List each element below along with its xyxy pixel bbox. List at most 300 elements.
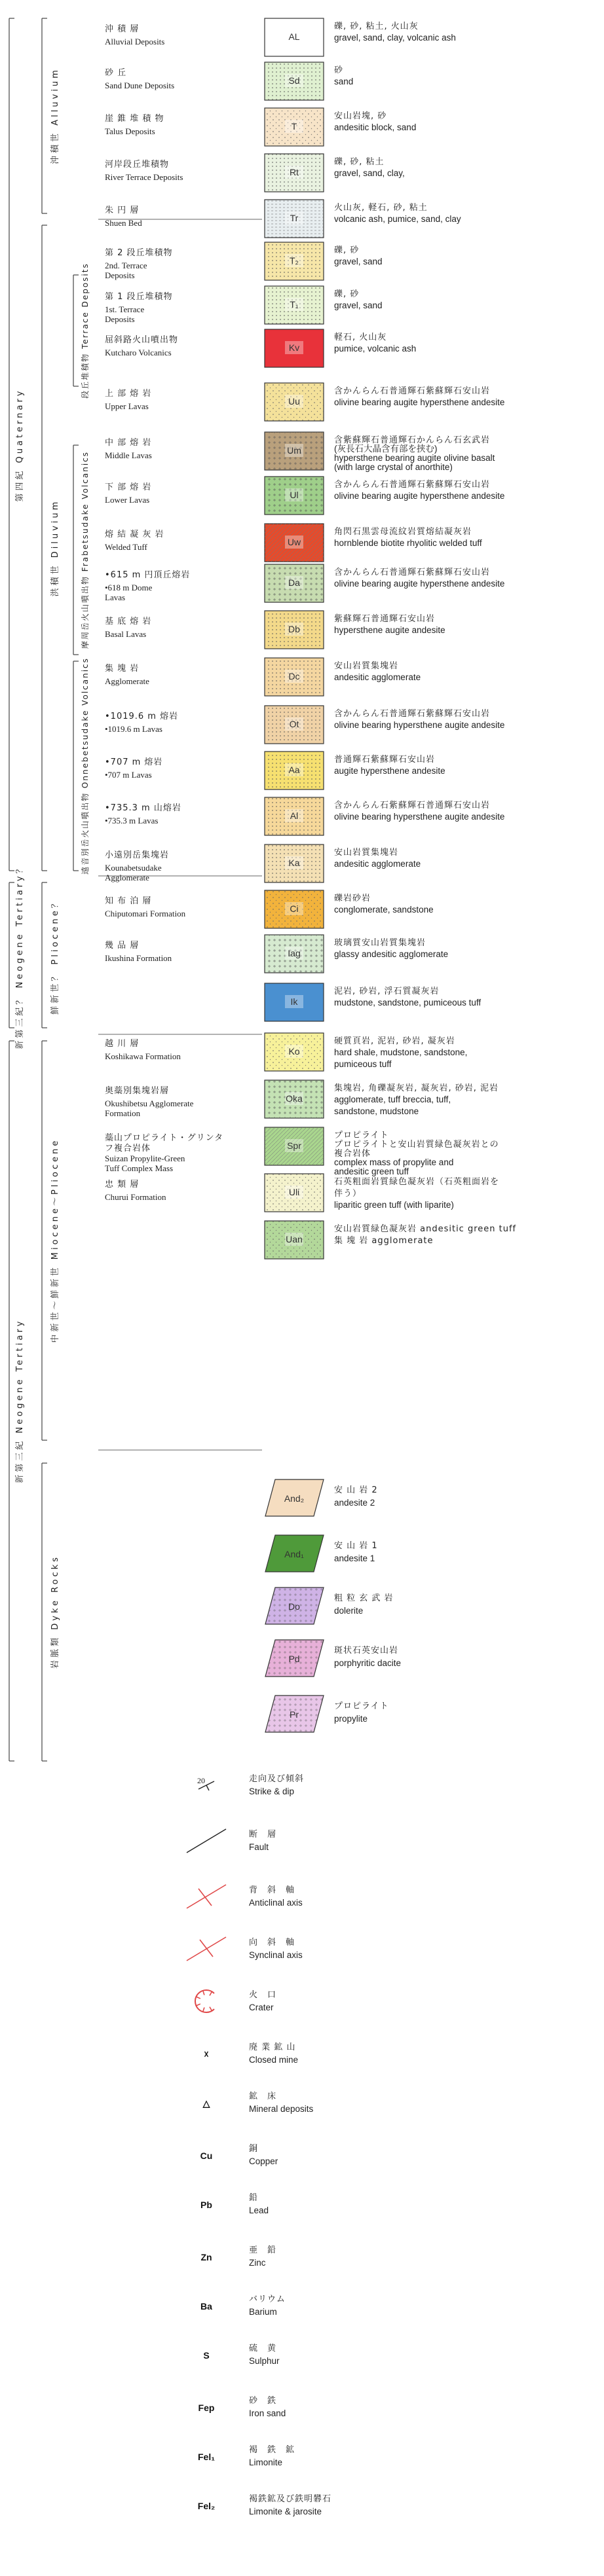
unit-lithology-2: conglomerate, sandstone (334, 905, 434, 915)
unit-name-jp: 河岸段丘堆積物 (105, 160, 170, 170)
unit-lithology-3: 複合岩体 (334, 1149, 371, 1159)
legend-unit-Ul (105, 477, 504, 515)
symbol-label-jp: 銅 (249, 2144, 259, 2154)
dyke-name-en: propylite (334, 1714, 368, 1724)
unit-swatch (265, 1080, 324, 1118)
legend-unit-Ik (265, 983, 481, 1021)
unit-name-jp: 知 布 泊 層 (105, 896, 152, 906)
unit-name-en: •707 m Lavas (105, 770, 152, 780)
symbol-fel2 (198, 2494, 331, 2516)
unit-name-jp: 砂 丘 (105, 68, 127, 78)
fel2-mark: Fel₂ (197, 2501, 216, 2511)
unit-lithology-3: pumiceous tuff (334, 1059, 392, 1069)
group-frabetsudake-volcanics: 摩周岳火山噴出物 Frabetsudake Volcanics (81, 450, 90, 649)
dyke-swatch (265, 1696, 324, 1732)
era-quaternary: 第四紀 Quaternary (15, 388, 25, 502)
unit-lithology-1: 石英粗面岩質緑色凝灰岩（石英粗面岩を (334, 1177, 500, 1187)
fel1-mark: Fel₁ (197, 2452, 216, 2462)
symbol-crater (195, 1989, 276, 2012)
unit-code: Uu (288, 396, 300, 407)
legend-unit-Uan (265, 1221, 516, 1259)
syncline-icon (187, 1937, 226, 1961)
dyke-code: Pr (290, 1709, 299, 1720)
legend-unit-Al (105, 797, 504, 835)
unit-name-en: Kutcharo Volcanics (105, 348, 172, 357)
unit-name-en: Churui Formation (105, 1192, 166, 1202)
unit-lithology-5: andesitic green tuff (334, 1167, 409, 1176)
unit-swatch (265, 1033, 324, 1071)
legend-unit-Ko (105, 1033, 467, 1071)
symbol-label-jp: 褐鉄鉱及び鉄明礬石 (249, 2494, 332, 2504)
unit-name-jp: 朱 円 層 (105, 206, 140, 215)
unit-name-en: Upper Lavas (105, 401, 149, 411)
zn-icon (200, 2252, 212, 2262)
unit-name-en: Talus Deposits (105, 126, 155, 136)
symbol-label-en: Lead (249, 2205, 269, 2215)
pb-mark: Pb (200, 2200, 212, 2210)
unit-swatch (265, 983, 324, 1021)
unit-code: Uw (287, 537, 301, 547)
unit-name-en: Sand Dune Deposits (105, 81, 175, 90)
dyke-swatch (265, 1479, 324, 1516)
fep-mark: Fep (198, 2403, 215, 2413)
unit-swatch (265, 432, 324, 470)
unit-lithology-2: gravel, sand (334, 300, 383, 310)
unit-lithology-2: gravel, sand, clay, (334, 168, 405, 178)
unit-name-jp: 下 部 熔 岩 (105, 482, 152, 492)
dyke-name-jp: 斑状石英安山岩 (334, 1646, 399, 1656)
unit-code: Um (287, 445, 301, 456)
era-column (9, 18, 25, 1761)
unit-name-en: •735.3 m Lavas (105, 816, 159, 825)
unit-lithology-2: augite hypersthene andesite (334, 766, 445, 776)
unit-swatch (265, 242, 324, 280)
unit-name-en-2: Deposits (105, 270, 135, 280)
symbol-label-en: Crater (249, 2003, 274, 2012)
dyke-code: Do (288, 1601, 300, 1612)
unit-code: Dc (288, 671, 300, 681)
legend-unit-Ci (105, 890, 434, 928)
unit-lithology-1: 泥岩, 砂岩, 浮石質凝灰岩 (334, 987, 440, 996)
symbol-list (187, 1773, 331, 2516)
symbol-label-en: Synclinal axis (249, 1950, 303, 1960)
unit-lithology-2: gravel, sand (334, 257, 383, 266)
unit-swatch (265, 935, 324, 973)
unit-code: Aa (288, 765, 300, 775)
crater-icon (195, 1990, 214, 2012)
legend-unit-Rt (105, 154, 405, 192)
unit-name-jp: 沖 積 層 (105, 24, 140, 34)
unit-code: Sd (288, 75, 300, 86)
legend-unit-Db (105, 611, 445, 649)
unit-name-en: Alluvial Deposits (105, 37, 165, 46)
unit-lithology-2: olivine bearing augite hypersthene andesite (334, 491, 505, 501)
legend-unit-Aa (105, 752, 445, 789)
deposit-mark: △ (202, 2098, 210, 2109)
symbol-label-jp: 鉛 (249, 2193, 259, 2203)
ba-mark: Ba (200, 2301, 212, 2312)
dyke-name-jp: 安 山 岩 2 (334, 1485, 378, 1495)
epoch-dyke-rocks: 岩脈類 Dyke Rocks (50, 1555, 60, 1669)
legend-unit-Dc (105, 658, 421, 696)
legend-unit-Sd (105, 62, 353, 100)
unit-name-jp: 上 部 熔 岩 (105, 389, 152, 399)
symbol-anticline (187, 1885, 303, 1908)
symbol-label-en: Zinc (249, 2258, 266, 2268)
symbol-label-jp: 火 口 (249, 1990, 277, 2000)
unit-code: Tr (290, 213, 299, 223)
epoch-column (42, 18, 60, 1761)
unit-name-jp: •1019.6 m 熔岩 (105, 712, 179, 721)
anticline-icon (187, 1885, 226, 1908)
symbol-label-jp: 鉱 床 (249, 2092, 277, 2101)
fep-icon (198, 2403, 215, 2413)
unit-lithology-3: hypersthene bearing augite olivine basalt (334, 453, 495, 463)
symbol-s (203, 2344, 280, 2366)
unit-name-jp: 基 底 熔 岩 (105, 617, 152, 626)
unit-lithology-2: glassy andesitic agglomerate (334, 949, 449, 959)
unit-name-jp-2: フ複合岩体 (105, 1144, 151, 1153)
legend-unit-Ot (105, 706, 504, 744)
unit-swatch (265, 154, 324, 192)
unit-lithology-1: プロピライト (334, 1131, 389, 1140)
dyke-name-en: andesite 2 (334, 1498, 375, 1508)
unit-name-en-2: Lavas (105, 592, 126, 602)
unit-name-jp: •735.3 m 山熔岩 (105, 803, 181, 813)
dyke-code: And₂ (284, 1493, 305, 1504)
unit-lithology-2: andesitic block, sand (334, 122, 417, 132)
unit-code: Da (288, 577, 300, 588)
unit-lithology-2: olivine bearing augite hypersthene andesite (334, 579, 505, 589)
unit-lithology-2: olivine bearing hypersthene augite andesite (334, 812, 505, 822)
unit-lithology-1: 角閃石黒雲母流紋岩質熔結凝灰岩 (334, 527, 472, 537)
unit-lithology-2: volcanic ash, pumice, sand, clay (334, 214, 461, 224)
dyke-name-jp: 粗 粒 玄 武 岩 (334, 1593, 394, 1603)
unit-name-en: 1st. Terrace (105, 304, 145, 314)
dyke-And1 (265, 1535, 378, 1572)
unit-lithology-1: 含紫蘇輝石普通輝石かんらん石玄武岩 (334, 435, 491, 445)
unit-swatch (265, 200, 324, 238)
unit-name-jp: 第 2 段丘堆積物 (105, 248, 173, 258)
unit-code: AL (288, 31, 300, 42)
unit-code: Al (290, 810, 299, 821)
unit-code: Ik (290, 996, 298, 1007)
unit-swatch (265, 890, 324, 928)
unit-name-jp: 中 部 熔 岩 (105, 438, 152, 448)
unit-lithology-2: 集 塊 岩 agglomerate (334, 1236, 434, 1246)
unit-swatch (265, 286, 324, 324)
unit-lithology-2: olivine bearing hypersthene augite andesite (334, 720, 505, 730)
fel2-icon (198, 2501, 215, 2511)
unit-lithology-2: agglomerate, tuff breccia, tuff, (334, 1095, 451, 1104)
unit-code: T₂ (290, 255, 299, 266)
unit-lithology-1: 硬質頁岩, 泥岩, 砂岩, 凝灰岩 (334, 1036, 455, 1046)
s-icon (203, 2350, 209, 2361)
unit-lithology-1: 安山岩質集塊岩 (334, 661, 399, 671)
unit-code: Uan (286, 1234, 303, 1244)
unit-code: Kv (288, 342, 300, 353)
unit-name-en: Basal Lavas (105, 629, 147, 639)
unit-lithology-2: mudstone, sandstone, pumiceous tuff (334, 998, 481, 1007)
unit-code: Ka (288, 858, 300, 868)
zn-mark: Zn (200, 2252, 212, 2262)
dyke-Do (265, 1587, 394, 1624)
symbol-strike (197, 1773, 304, 1796)
symbol-fep (198, 2395, 286, 2418)
unit-name-en: Koshikawa Formation (105, 1051, 181, 1061)
unit-lithology-2: hornblende biotite rhyolitic welded tuff (334, 538, 482, 548)
unit-code: Spr (287, 1140, 301, 1151)
symbol-label-en: Limonite & jarosite (249, 2507, 322, 2516)
unit-code: Db (288, 624, 300, 634)
legend-unit-Da (105, 564, 504, 602)
unit-name-en: Chiputomari Formation (105, 909, 186, 918)
dyke-name-en: andesite 1 (334, 1553, 375, 1563)
symbol-label-en: Fault (249, 1842, 269, 1852)
unit-lithology-1: 集塊岩, 角礫凝灰岩, 凝灰岩, 砂岩, 泥岩 (334, 1083, 499, 1093)
unit-code: Oka (286, 1093, 303, 1104)
unit-name-en: Lower Lavas (105, 495, 150, 505)
unit-code: Uli (288, 1187, 300, 1197)
unit-name-jp: •707 m 熔岩 (105, 757, 163, 767)
cu-mark: Cu (200, 2150, 213, 2161)
unit-swatch (265, 383, 324, 421)
symbol-ba (200, 2295, 286, 2317)
symbol-deposit (202, 2091, 314, 2114)
unit-name-jp: 蘂山プロピライト・グリンタ (105, 1133, 224, 1143)
dyke-swatch (265, 1535, 324, 1572)
unit-swatch (265, 844, 324, 882)
unit-lithology-1: 礫, 砂 (334, 245, 360, 255)
ba-icon (200, 2301, 212, 2312)
unit-lithology-1: 礫, 砂, 粘土, 火山灰 (334, 22, 419, 31)
symbol-label-en: Mineral deposits (249, 2104, 314, 2114)
group-terrace: 段丘堆積物 Terrace Deposits (81, 263, 90, 399)
symbol-label-jp: 向 斜 軸 (249, 1938, 295, 1948)
unit-swatch (265, 752, 324, 789)
symbol-label-en: Sulphur (249, 2356, 280, 2366)
fel1-icon (198, 2452, 215, 2462)
dyke-Pr (265, 1696, 389, 1732)
group-onnebetsudake-volcanics: 遠音別岳火山噴出物 Onnebetsudake Volcanics (81, 657, 90, 875)
unit-lithology-1: 礫岩砂岩 (334, 894, 371, 903)
dyke-code: Pd (288, 1654, 300, 1664)
symbol-label-jp: 断 層 (249, 1830, 277, 1840)
symbol-label-jp: 亜 鉛 (249, 2245, 277, 2255)
legend-unit-Tr (105, 200, 461, 238)
group-column (73, 263, 90, 875)
unit-lithology-1: 含かんらん石普通輝石紫蘇輝石安山岩 (334, 568, 491, 577)
legend-unit-Uu (105, 383, 504, 421)
unit-name-jp: 幾 品 層 (105, 941, 140, 951)
symbol-fel1 (198, 2445, 295, 2467)
unit-lithology-1: 軽石, 火山灰 (334, 333, 387, 342)
unit-name-jp: 熔 結 凝 灰 岩 (105, 530, 164, 539)
symbol-label-jp: バリウム (249, 2295, 286, 2304)
legend-unit-Ka (105, 844, 421, 882)
dyke-swatch (265, 1640, 324, 1677)
dyke-name-jp: プロピライト (334, 1701, 389, 1711)
unit-lithology-1: 含かんらん石紫蘇輝石普通輝石安山岩 (334, 801, 491, 810)
unit-lithology-1: 礫, 砂, 粘土 (334, 157, 385, 167)
legend-unit-Um (105, 432, 495, 472)
unit-code: Iag (288, 948, 301, 958)
legend-unit-Uli (105, 1174, 499, 1212)
legend-unit-T (105, 108, 416, 146)
symbol-label-jp: 走向及び傾斜 (249, 1774, 305, 1784)
unit-code: Ot (289, 719, 299, 729)
epoch-alluvium: 沖積世 Alluvium (50, 67, 60, 164)
unit-name-en-2: Deposits (105, 314, 135, 324)
unit-name-jp: 奥蘂別集塊岩層 (105, 1086, 170, 1096)
unit-lithology-2: pumice, volcanic ash (334, 344, 417, 354)
symbol-zn (200, 2245, 276, 2268)
unit-name-en: Ikushina Formation (105, 953, 172, 963)
unit-name-jp: •615 m 円頂丘熔岩 (105, 570, 191, 580)
unit-name-jp: 第 1 段丘堆積物 (105, 292, 173, 302)
unit-code: Ul (290, 490, 299, 500)
unit-swatch (265, 477, 324, 515)
mine-icon (204, 2049, 208, 2059)
legend-unit-Spr (105, 1127, 499, 1176)
unit-swatch (265, 1174, 324, 1212)
unit-name-en: Kounabetsudake (105, 863, 162, 873)
unit-code: Rt (290, 167, 299, 177)
mine-mark: ☓ (204, 2049, 209, 2059)
unit-lithology-1: 含かんらん石普通輝石紫蘇輝石安山岩 (334, 709, 491, 719)
unit-lithology-1: 玻璃質安山岩質集塊岩 (334, 938, 426, 948)
unit-lithology-2: プロピライトと安山岩質緑色凝灰岩との (334, 1140, 499, 1150)
legend-unit-T2 (105, 242, 383, 280)
s-mark: S (203, 2350, 210, 2361)
unit-lithology-1: 礫, 砂 (334, 289, 360, 299)
symbol-label-en: Copper (249, 2156, 278, 2166)
unit-lithology-4: (with large crystal of anorthite) (334, 462, 453, 472)
symbol-label-en: Iron sand (249, 2408, 286, 2418)
unit-lithology-2: hypersthene augite andesite (334, 625, 445, 635)
era-neogene-questioned: 新第三紀？ Neogene Tertiary？ (15, 862, 25, 1049)
unit-name-en-2: Formation (105, 1108, 141, 1118)
symbol-label-en: Closed mine (249, 2055, 299, 2065)
symbol-mine (204, 2042, 298, 2065)
legend-unit-Kv (105, 329, 416, 367)
epoch-pliocene: 鮮新世？ Pliocene？ (50, 897, 60, 1015)
unit-lithology-3: liparitic green tuff (with liparite) (334, 1200, 454, 1210)
dyke-name-jp: 安 山 岩 1 (334, 1541, 378, 1551)
unit-name-jp: 屈斜路火山噴出物 (105, 335, 179, 345)
unit-code: T₁ (290, 299, 299, 310)
unit-swatch (265, 564, 324, 602)
unit-name-jp: 集 塊 岩 (105, 664, 140, 674)
unit-lithology-1: 砂 (334, 65, 344, 75)
strike-dip-value: 20 (197, 1776, 205, 1785)
dyke-swatch (265, 1587, 324, 1624)
unit-name-en: •1019.6 m Lavas (105, 724, 162, 734)
unit-name-en: Okushibetsu Agglomerate (105, 1098, 194, 1108)
unit-name-jp: 越 川 層 (105, 1039, 140, 1049)
unit-lithology-2: (灰長石大晶含有部を挟む) (334, 444, 438, 454)
legend-unit-Iag (105, 935, 448, 973)
unit-swatch (265, 1221, 324, 1259)
dyke-name-en: porphyritic dacite (334, 1658, 402, 1668)
unit-name-en: •618 m Dome (105, 583, 153, 592)
legend-unit-Uw (105, 524, 482, 562)
unit-name-en: Suizan Propylite-Green (105, 1153, 185, 1163)
unit-swatch (265, 658, 324, 696)
unit-lithology-2: gravel, sand, clay, volcanic ash (334, 33, 456, 43)
legend-unit-T1 (105, 286, 383, 324)
symbol-label-jp: 褐 鉄 鉱 (249, 2445, 295, 2455)
unit-code: T (291, 121, 297, 132)
unit-name-en-2: Agglomerate (105, 873, 149, 882)
dyke-And2 (265, 1479, 378, 1516)
unit-swatch (265, 62, 324, 100)
fault-icon (187, 1829, 226, 1853)
unit-name-en: Middle Lavas (105, 450, 152, 460)
strike-icon (197, 1776, 214, 1790)
unit-swatch (265, 611, 324, 649)
unit-name-en: 2nd. Terrace (105, 261, 147, 270)
dyke-code: And₁ (284, 1549, 304, 1559)
unit-lithology-2: andesitic agglomerate (334, 859, 421, 869)
unit-name-en: Welded Tuff (105, 542, 147, 552)
unit-lithology-4: complex mass of propylite and (334, 1157, 454, 1167)
symbol-label-jp: 背 斜 軸 (249, 1885, 295, 1895)
unit-lithology-1: 普通輝石紫蘇輝石安山岩 (334, 755, 436, 765)
dyke-name-en: dolerite (334, 1606, 364, 1616)
symbol-syncline (187, 1937, 303, 1961)
unit-swatch (265, 329, 324, 367)
symbol-label-en: Limonite (249, 2458, 283, 2467)
unit-lithology-1: 安山岩質集塊岩 (334, 848, 399, 858)
unit-swatch (265, 1127, 324, 1165)
unit-swatch (265, 18, 324, 56)
era-neogene: 新第三紀 Neogene Tertiary (15, 1318, 25, 1483)
unit-lithology-2: andesitic agglomerate (334, 672, 421, 682)
unit-lithology-2: sand (334, 77, 354, 86)
legend-unit-Oka (105, 1080, 499, 1118)
symbol-label-jp: 廃 業 鉱 山 (249, 2042, 296, 2052)
unit-lithology-3: sandstone, mudstone (334, 1106, 419, 1116)
unit-lithology-1: 火山灰, 軽石, 砂, 粘土 (334, 203, 428, 213)
unit-lithology-1: 安山岩塊, 砂 (334, 111, 387, 121)
symbol-pb (200, 2193, 269, 2215)
unit-swatch (265, 524, 324, 562)
unit-name-en-2: Tuff Complex Mass (105, 1163, 174, 1173)
cu-icon (200, 2150, 213, 2161)
dyke-list (265, 1479, 401, 1732)
symbol-label-en: Barium (249, 2307, 277, 2317)
epoch-diluvium: 洪積世 Diluvium (50, 499, 60, 597)
unit-swatch (265, 797, 324, 835)
symbol-label-jp: 硫 黄 (249, 2344, 277, 2353)
unit-swatch (265, 108, 324, 146)
unit-name-en: Shuen Bed (105, 218, 142, 228)
unit-name-jp: 忠 類 層 (105, 1180, 140, 1189)
unit-code: Ci (290, 903, 299, 914)
unit-lithology-1: 含かんらん石普通輝石紫蘇輝石安山岩 (334, 386, 491, 396)
dyke-Pd (265, 1640, 401, 1677)
unit-lithology-1: 含かんらん石普通輝石紫蘇輝石安山岩 (334, 480, 491, 490)
unit-lithology-1: 紫蘇輝石普通輝石安山岩 (334, 614, 436, 624)
unit-name-en: Agglomerate (105, 676, 149, 686)
legend-unit-AL (105, 18, 456, 56)
unit-lithology-2: hard shale, mudstone, sandstone, (334, 1047, 468, 1057)
symbol-cu (200, 2144, 278, 2166)
unit-lithology-1: 安山岩質緑色凝灰岩 andesitic green tuff (334, 1224, 517, 1234)
unit-code: Ko (288, 1046, 300, 1057)
symbol-label-en: Anticlinal axis (249, 1898, 303, 1908)
